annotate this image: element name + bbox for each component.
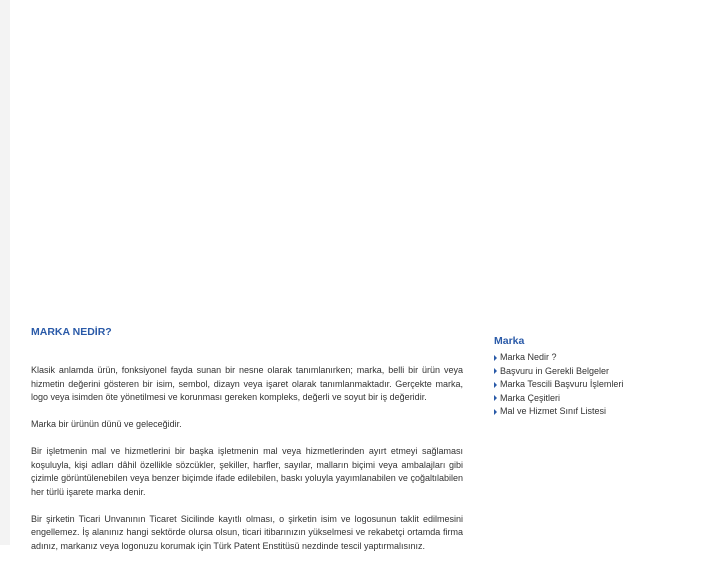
paragraph-definition: Klasik anlamda ürün, fonksiyonel fayda sunan bir nesne olarak tanımlanırken; marka, belli bir ürün veya hizmetin değerini gösteren bir isim, sembol, dizayn veya işaret olarak tanımlanmaktadır. Gerçekte marka, logo veya isimden öte yönetilmesi ve korunması gereken kompleks, değerli ve soyut bir iş değeridir. xyxy=(31,365,463,402)
left-strip xyxy=(0,0,10,545)
arrow-right-icon xyxy=(494,409,497,415)
arrow-right-icon xyxy=(494,395,497,401)
sidebar-item-label[interactable]: Mal ve Hizmet Sınıf Listesi xyxy=(500,406,607,416)
sidebar-title: Marka xyxy=(494,335,525,347)
paragraph-registration: Bir şirketin Ticari Unvanının Ticaret Sicilinde kayıtlı olması, o şirketin isim ve logosunun taklit edilmesini engellemez. İş alanınız hangi sektörde olursa olsun, ticari itibarınızın yükselmesi ve rekabetçi ortamda firma adınız, markanız veya logonuzu korumak için Türk Patent Enstitüsü nezdinde tescil yaptırmalısınız. xyxy=(31,513,463,551)
sidebar-item-basvuru-islemleri[interactable] xyxy=(494,378,694,392)
arrow-right-icon xyxy=(494,355,497,361)
main-content xyxy=(31,326,463,567)
arrow-right-icon xyxy=(494,368,497,374)
sidebar-item-label[interactable]: Marka Nedir ? xyxy=(500,352,557,362)
sidebar-item-label[interactable]: Başvuru in Gerekli Belgeler xyxy=(500,365,610,376)
sidebar-item-gerekli-belgeler[interactable] xyxy=(494,365,694,379)
sidebar xyxy=(494,335,694,419)
sidebar-item-label[interactable]: Marka Çeşitleri xyxy=(500,392,561,403)
sidebar-item-marka-nedir[interactable] xyxy=(494,351,694,365)
page-title: MARKA NEDİR? xyxy=(31,326,112,338)
paragraph-tagline: Marka bir ürünün dünü ve geleceğidir. xyxy=(31,419,182,429)
sidebar-item-label[interactable]: Marka Tescili Başvuru İşlemleri xyxy=(500,379,624,389)
sidebar-item-marka-cesitleri[interactable] xyxy=(494,392,694,406)
sidebar-item-sinif-listesi[interactable] xyxy=(494,405,694,419)
arrow-right-icon xyxy=(494,382,497,388)
paragraph-legal-definition: Bir işletmenin mal ve hizmetlerini bir başka işletmenin mal veya hizmetlerinden ayırt etmeyi sağlaması koşuluyla, kişi adları dâhil özellikle sözcükler, şekiller, harfler, sayılar, malların biçimi veya ambalajları gibi çizimle görüntülenebilen veya benzer biçimde ifade edilebilen, baskı yoluyla yayımlanabilen ve çoğaltılabilen her türlü işarete marka denir. xyxy=(31,446,463,497)
